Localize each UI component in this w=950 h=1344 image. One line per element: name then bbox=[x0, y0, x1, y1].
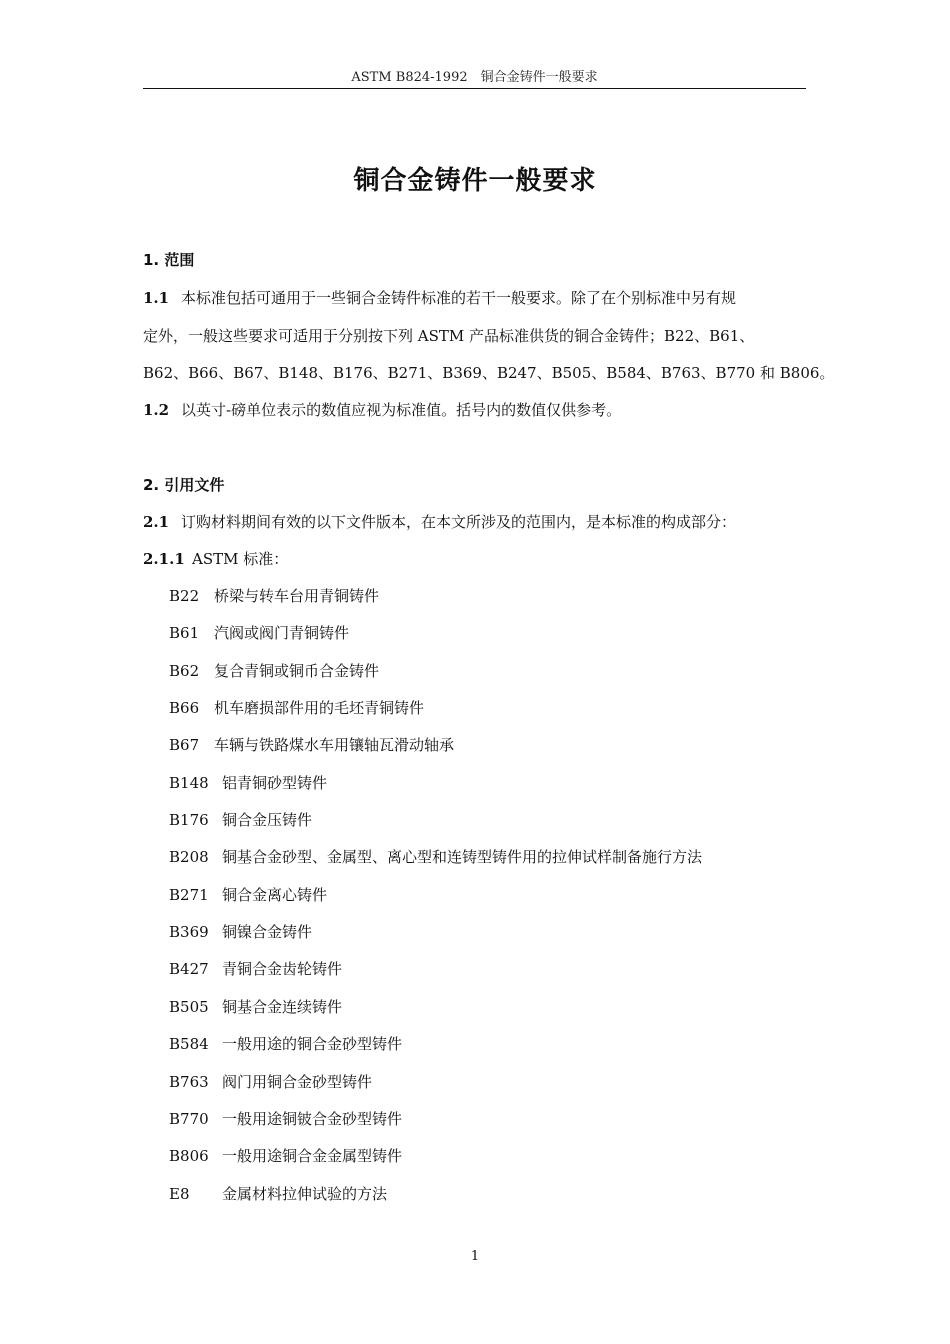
reference-item bbox=[169, 585, 379, 606]
reference-title: 铜合金压铸件 bbox=[222, 811, 313, 829]
reference-title: 阀门用铜合金砂型铸件 bbox=[222, 1073, 373, 1091]
reference-code: B148 bbox=[169, 774, 209, 792]
reference-title: 铜合金离心铸件 bbox=[222, 886, 328, 904]
reference-item bbox=[169, 734, 454, 755]
paragraph-2-1-1 bbox=[143, 548, 808, 569]
reference-code: B22 bbox=[169, 587, 200, 605]
paragraph-text: ASTM 标准： bbox=[192, 550, 289, 568]
reference-title: 一般用途的铜合金砂型铸件 bbox=[222, 1035, 403, 1053]
reference-item bbox=[169, 1145, 402, 1166]
reference-item bbox=[169, 809, 312, 830]
reference-code: B806 bbox=[169, 1147, 209, 1165]
paragraph-text: 以英寸-磅单位表示的数值应视为标准值。括号内的数值仅供参考。 bbox=[181, 401, 622, 419]
reference-item bbox=[169, 622, 349, 643]
section-1-heading: 1. 范围 bbox=[143, 251, 195, 269]
reference-item bbox=[169, 1108, 402, 1129]
page-number: 1 bbox=[470, 1249, 480, 1264]
reference-title: 铜基合金砂型、金属型、离心型和连铸型铸件用的拉伸试样制备施行方法 bbox=[222, 848, 703, 866]
paragraph-text: 订购材料期间有效的以下文件版本，在本文所涉及的范围内，是本标准的构成部分： bbox=[181, 513, 737, 531]
reference-code: B208 bbox=[169, 848, 209, 866]
reference-item bbox=[169, 1183, 387, 1204]
paragraph-number: 2.1 bbox=[143, 513, 170, 531]
reference-code: B369 bbox=[169, 923, 209, 941]
reference-code: B62 bbox=[169, 662, 200, 680]
paragraph-number: 1.1 bbox=[143, 289, 170, 307]
reference-item bbox=[169, 996, 342, 1017]
reference-title: 铜基合金连续铸件 bbox=[222, 998, 343, 1016]
paragraph-1-1-line-2: 定外，一般这些要求可适用于分别按下列 ASTM 产品标准供货的铜合金铸件；B22、B61、 bbox=[143, 327, 755, 345]
reference-title: 铝青铜砂型铸件 bbox=[222, 774, 328, 792]
reference-item bbox=[169, 660, 379, 681]
reference-title: 汽阀或阀门青铜铸件 bbox=[214, 624, 350, 642]
section-2-heading: 2. 引用文件 bbox=[143, 476, 225, 494]
paragraph-2-1 bbox=[143, 511, 808, 532]
running-header: ASTM B824-1992 铜合金铸件一般要求 bbox=[351, 70, 598, 85]
reference-title: 复合青铜或铜币合金铸件 bbox=[214, 662, 380, 680]
reference-code: B67 bbox=[169, 736, 200, 754]
reference-code: B66 bbox=[169, 699, 200, 717]
reference-item bbox=[169, 772, 327, 793]
reference-code: B763 bbox=[169, 1073, 209, 1091]
reference-code: B427 bbox=[169, 960, 209, 978]
header-rule bbox=[143, 88, 806, 89]
reference-item bbox=[169, 846, 702, 867]
paragraph-1-2 bbox=[143, 399, 808, 420]
reference-title: 机车磨损部件用的毛坯青铜铸件 bbox=[214, 699, 425, 717]
reference-item bbox=[169, 1071, 372, 1092]
reference-title: 青铜合金齿轮铸件 bbox=[222, 960, 343, 978]
reference-code: B505 bbox=[169, 998, 209, 1016]
reference-code: B584 bbox=[169, 1035, 209, 1053]
paragraph-number: 1.2 bbox=[143, 401, 170, 419]
reference-item bbox=[169, 1033, 402, 1054]
reference-code: B61 bbox=[169, 624, 200, 642]
reference-title: 桥梁与转车台用青铜铸件 bbox=[214, 587, 380, 605]
reference-item bbox=[169, 697, 424, 718]
reference-title: 金属材料拉伸试验的方法 bbox=[222, 1185, 388, 1203]
reference-code: E8 bbox=[169, 1185, 190, 1203]
paragraph-text: 本标准包括可通用于一些铜合金铸件标准的若干一般要求。除了在个别标准中另有规 bbox=[181, 289, 737, 307]
paragraph-1-1-line-3: B62、B66、B67、B148、B176、B271、B369、B247、B505、B584、B763、B770 和 B806。 bbox=[143, 364, 835, 382]
reference-code: B271 bbox=[169, 886, 209, 904]
reference-item bbox=[169, 958, 342, 979]
paragraph-number: 2.1.1 bbox=[143, 550, 185, 568]
reference-code: B770 bbox=[169, 1110, 209, 1128]
reference-title: 铜镍合金铸件 bbox=[222, 923, 313, 941]
reference-item bbox=[169, 921, 312, 942]
reference-item bbox=[169, 884, 327, 905]
reference-title: 车辆与铁路煤水车用镶轴瓦滑动轴承 bbox=[214, 736, 455, 754]
paragraph-1-1-line-1 bbox=[143, 287, 808, 308]
reference-title: 一般用途铜铍合金砂型铸件 bbox=[222, 1110, 403, 1128]
reference-code: B176 bbox=[169, 811, 209, 829]
reference-title: 一般用途铜合金金属型铸件 bbox=[222, 1147, 403, 1165]
document-title: 铜合金铸件一般要求 bbox=[353, 166, 597, 196]
